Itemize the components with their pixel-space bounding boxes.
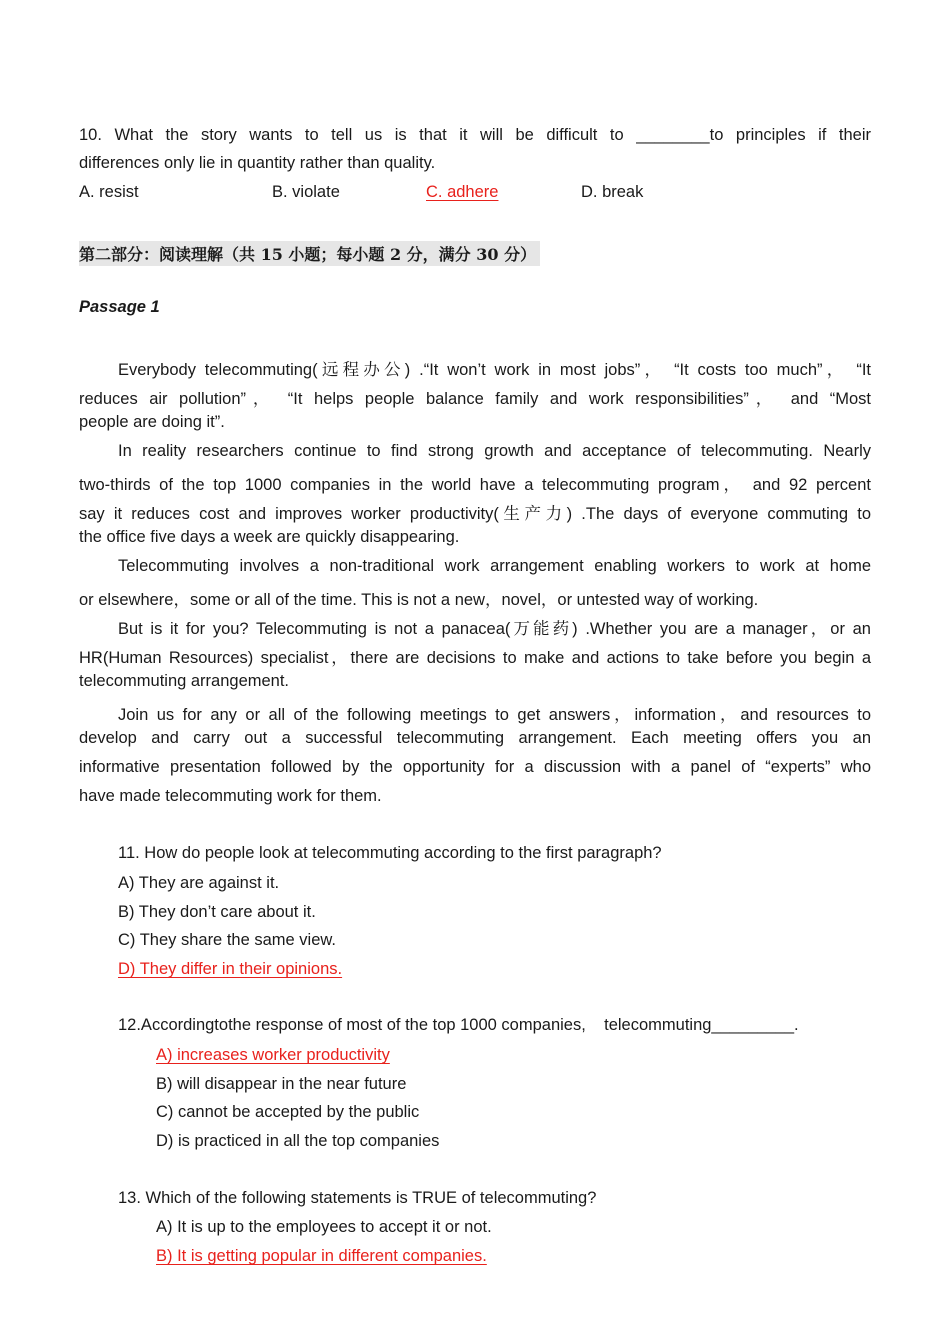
passage-line: But is it for you? Telecommuting is not a panacea(万能药) .Whether you are a manager，or an	[118, 620, 871, 638]
passage-line: telecommuting arrangement.	[79, 672, 290, 690]
passage-line: have made telecommuting work for them.	[79, 787, 382, 805]
q11-stem: 11. How do people look at telecommuting according to the first paragraph?	[118, 844, 662, 862]
passage-line: people are doing it”.	[79, 413, 225, 431]
q11-option-c: C) They share the same view.	[118, 931, 336, 949]
passage-title: Passage 1	[79, 298, 160, 316]
passage-line: say it reduces cost and improves worker productivity(生产力) .The days of everyone commuting to	[79, 505, 871, 523]
passage-line: the office five days a week are quickly disappearing.	[79, 528, 460, 546]
passage-line: reduces air pollution”， “It helps people balance family and work responsibilities”， and “Most	[79, 390, 871, 408]
q12-option-a-answer: A) increases worker productivity	[156, 1046, 390, 1064]
passage-line: informative presentation followed by the opportunity for a discussion with a panel of “experts” who	[79, 758, 871, 776]
q13-option-b-answer: B) It is getting popular in different companies.	[156, 1247, 487, 1265]
q12-stem: 12.Accordingtothe response of most of the top 1000 companies, telecommuting_________.	[118, 1016, 799, 1034]
passage-line: or elsewhere，some or all of the time. This is not a new，novel，or untested way of working.	[79, 591, 759, 609]
q12-option-c: C) cannot be accepted by the public	[156, 1103, 420, 1121]
q10-option-b: B. violate	[272, 183, 340, 201]
q10-stem-line1: 10. What the story wants to tell us is that it will be difficult to ________to principles if their	[79, 126, 871, 144]
passage-line: In reality researchers continue to find strong growth and acceptance of telecommuting. Nearly	[118, 442, 871, 460]
passage-line: develop and carry out a successful telecommuting arrangement. Each meeting offers you an	[79, 729, 871, 747]
q13-option-a: A) It is up to the employees to accept it or not.	[156, 1218, 492, 1236]
section-heading: 第二部分：阅读理解（共 15 小题；每小题 2 分，满分 30 分）	[79, 241, 540, 266]
q11-option-d-answer: D) They differ in their opinions.	[118, 960, 343, 978]
q11-option-a: A) They are against it.	[118, 874, 280, 892]
q12-option-b: B) will disappear in the near future	[156, 1075, 407, 1093]
q12-option-d: D) is practiced in all the top companies	[156, 1132, 440, 1150]
passage-line: two-thirds of the top 1000 companies in the world have a telecommuting program， and 92 percent	[79, 476, 871, 494]
passage-line: Telecommuting involves a non-traditional work arrangement enabling workers to work at home	[118, 557, 871, 575]
passage-line: Everybody telecommuting(远程办公) .“It won’t work in most jobs”， “It costs too much”， “It	[118, 361, 871, 379]
q10-stem-line2: differences only lie in quantity rather than quality.	[79, 154, 436, 172]
q11-option-b: B) They don’t care about it.	[118, 903, 316, 921]
q10-option-d: D. break	[581, 183, 644, 201]
q13-stem: 13. Which of the following statements is TRUE of telecommuting?	[118, 1189, 597, 1207]
passage-line: Join us for any or all of the following meetings to get answers，information，and resources to	[118, 706, 871, 724]
q10-option-c-answer: C. adhere	[426, 183, 499, 201]
passage-line: HR(Human Resources) specialist，there are decisions to make and actions to take before you begin a	[79, 649, 871, 667]
q10-option-a: A. resist	[79, 183, 139, 201]
